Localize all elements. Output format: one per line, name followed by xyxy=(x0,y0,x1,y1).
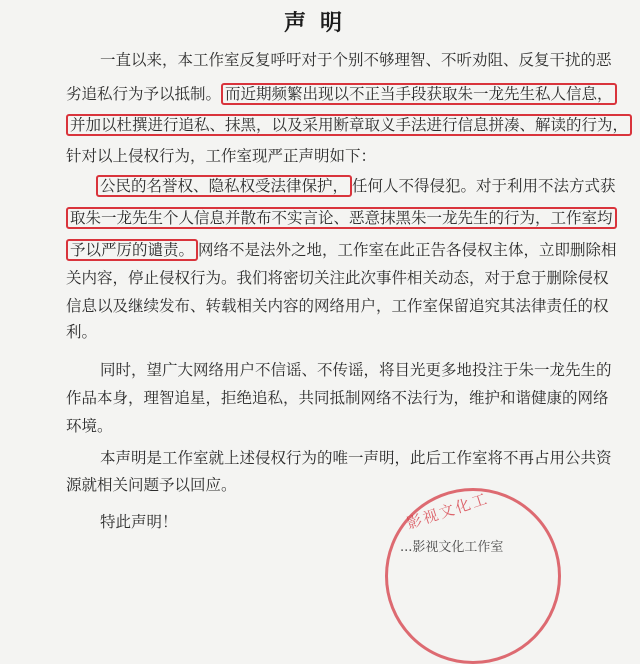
p2-line-1b: 任何人不得侵犯。对于利用不法方式获 xyxy=(352,177,616,195)
p2-line-3b: 网络不是法外之地，工作室在此正告各侵权主体，立即删除相 xyxy=(198,241,617,259)
p3-line-2: 作品本身，理智追星，拒绝追私，共同抵制网络不法行为，维护和谐健康的网络 xyxy=(66,389,609,407)
p2-line-1 xyxy=(96,174,616,196)
p2-line-3 xyxy=(66,238,617,260)
p1-line-2 xyxy=(66,82,617,104)
highlight-box-3: 公民的名誉权、隐私权受法律保护， xyxy=(96,175,352,197)
highlight-box-5: 予以严厉的谴责。 xyxy=(66,239,198,261)
highlight-box-2: 并加以杜撰进行追私、抹黑，以及采用断章取义手法进行信息拼凑、解读的行为， xyxy=(66,114,632,136)
p4-line-1: 本声明是工作室就上述侵权行为的唯一声明，此后工作室将不再占用公共资 xyxy=(100,449,612,467)
stamp-text: 影视文化工 xyxy=(404,489,491,533)
highlight-box-1: 而近期频繁出现以不正当手段获取朱一龙先生私人信息， xyxy=(221,83,617,105)
p2-line-2 xyxy=(66,206,617,228)
p2-line-4: 关内容，停止侵权行为。我们将密切关注此次事件相关动态，对于怠于删除侵权 xyxy=(66,269,609,287)
document-title: 声明 xyxy=(283,10,356,36)
p1-line-3 xyxy=(66,113,632,135)
p1-line-4: 针对以上侵权行为，工作室现严正声明如下： xyxy=(66,147,377,165)
highlight-box-4: 取朱一龙先生个人信息并散布不实言论、恶意抹黑朱一龙先生的行为，工作室均 xyxy=(66,207,617,229)
p3-line-1: 同时，望广大网络用户不信谣、不传谣，将目光更多地投注于朱一龙先生的 xyxy=(100,361,612,379)
p1-line-1: 一直以来，本工作室反复呼吁对于个别不够理智、不听劝阻、反复干扰的恶 xyxy=(100,51,612,69)
closing-text: 特此声明！ xyxy=(100,513,178,531)
signature: ...影视文化工作室 xyxy=(400,540,504,555)
p3-line-3: 环境。 xyxy=(66,417,113,435)
p2-line-6: 利。 xyxy=(66,323,98,341)
p1-line-2a: 劣追私行为予以抵制。 xyxy=(66,85,222,103)
p4-line-2: 源就相关问题予以回应。 xyxy=(66,476,237,494)
p2-line-5: 信息以及继续发布、转载相关内容的网络用户，工作室保留追究其法律责任的权 xyxy=(66,297,609,315)
